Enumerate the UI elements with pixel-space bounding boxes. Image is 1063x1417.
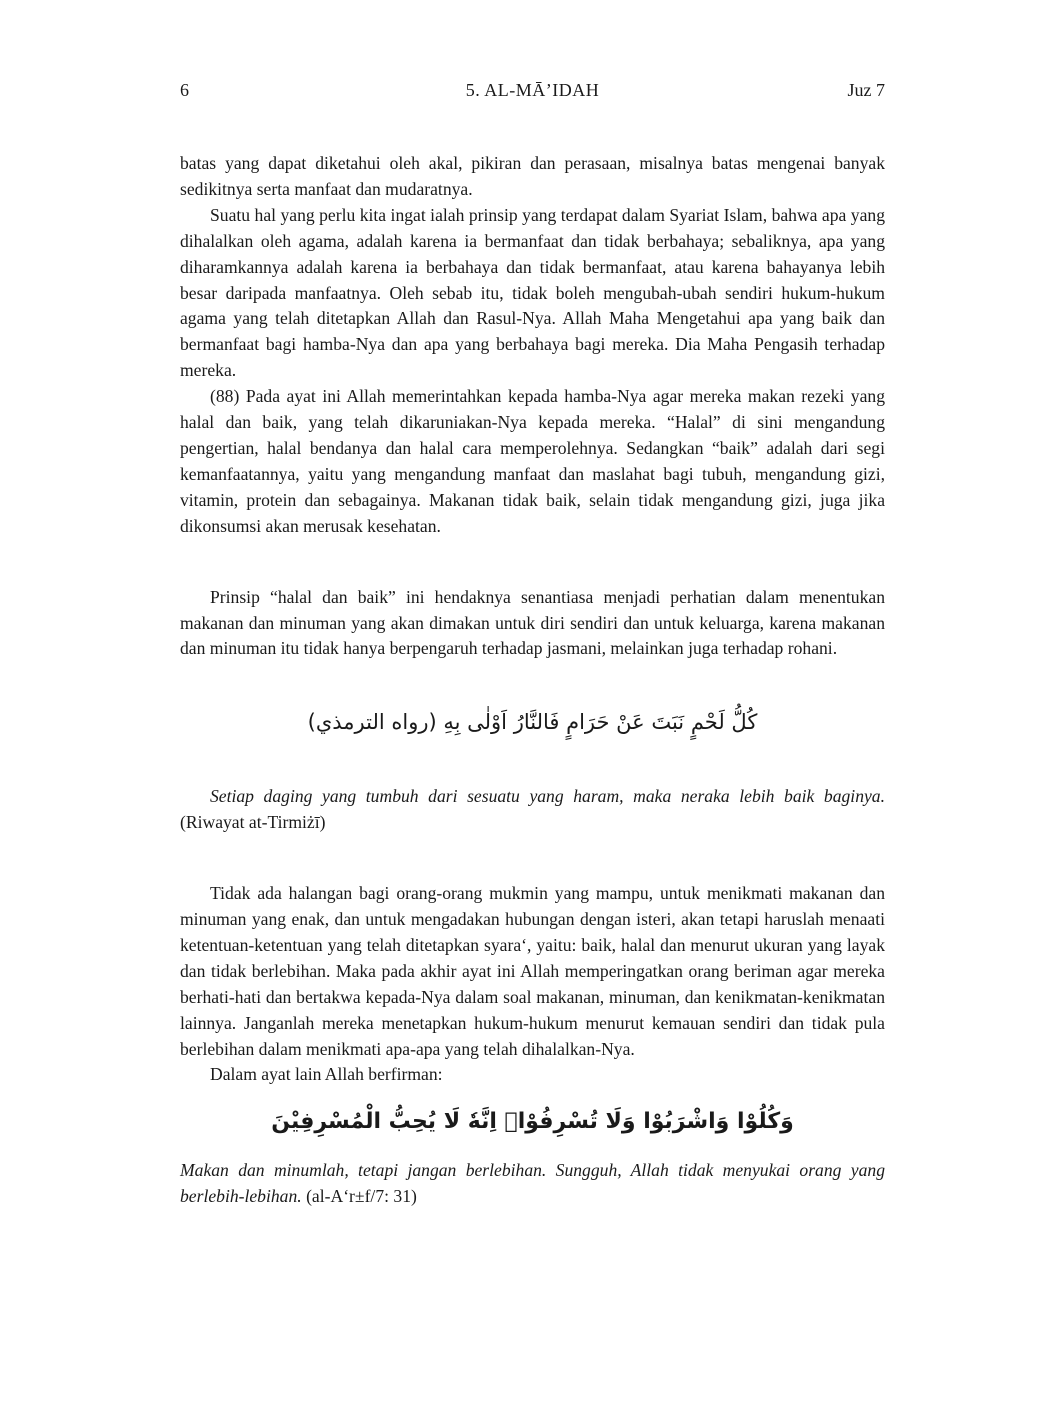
paragraph-dalam-ayat: Dalam ayat lain Allah berfirman: xyxy=(210,1064,443,1085)
chapter-title: 5. AL-MĀ’IDAH xyxy=(465,80,600,100)
paragraph-ayat-88: (88) Pada ayat ini Allah memerintahkan kepada hamba-Nya agar mereka makan rezeki yang halal dan baik, yang telah dikaruniakan-Nya kepada mereka. “Halal” di sini mengandung pengertian, halal bendanya dan halal cara memperolehnya. Sedangkan “baik” adalah dari segi kemanfaatannya, yaitu yang mengandung manfaat dan maslahat bagi tubuh, mengandung gizi, vitamin, protein dan sebagainya. Makanan tidak baik, selain tidak mengandung gizi, juga jika dikonsumsi akan merusak kesehatan. xyxy=(180,386,885,536)
quran-translation-text: Makan dan minumlah, tetapi jangan berlebihan. Sungguh, Allah tidak menyukai orang yang berlebih-lebihan. xyxy=(180,1160,885,1207)
arabic-hadith-text: كُلُّ لَحْمٍ نَبَتَ عَنْ حَرَامٍ فَالنَّارُ اَوْلٰى بِهِ (رواه الترمذي) xyxy=(307,710,758,735)
hadith-translation-paragraph xyxy=(180,784,885,836)
page-body xyxy=(180,151,885,1210)
paragraph-continuation: batas yang dapat diketahui oleh akal, pikiran dan perasaan, misalnya batas mengenai banyak sedikitnya serta manfaat dan mudaratnya. xyxy=(180,153,885,199)
paragraph-syariat: Suatu hal yang perlu kita ingat ialah prinsip yang terdapat dalam Syariat Islam, bahwa apa yang dihalalkan oleh agama, adalah karena ia bermanfaat dan tidak berbahaya; sebaliknya, apa yang diharamkannya adalah karena ia berbahaya dan tidak bermanfaat, atau karena bahayanya lebih besar daripada manfaatnya. Oleh sebab itu, tidak boleh mengubah-ubah sendiri hukum-hukum agama yang telah ditetapkan Allah dan Rasul-Nya. Allah Maha Mengetahui apa yang baik dan bermanfaat bagi hamba-Nya dan apa yang berbahaya bagi mereka. Dia Maha Pengasih terhadap mereka. xyxy=(180,204,885,381)
quran-translation-paragraph xyxy=(180,1158,885,1210)
juz-label: Juz 7 xyxy=(847,80,885,100)
hadith-citation: (Riwayat at-Tirmiżī) xyxy=(180,812,326,833)
page-number: 6 xyxy=(180,80,189,100)
paragraph-prinsip: Prinsip “halal dan baik” ini hendaknya senantiasa menjadi perhatian dalam menentukan makanan dan minuman yang akan dimakan untuk diri sendiri dan untuk keluarga, karena makanan dan minuman itu tidak hanya berpengaruh terhadap jasmani, melainkan juga terhadap rohani. xyxy=(180,586,885,659)
quran-citation: (al-A‘r±f/7: 31) xyxy=(306,1186,417,1207)
hadith-translation-text: Setiap daging yang tumbuh dari sesuatu yang haram, maka neraka lebih baik baginya. xyxy=(210,786,885,807)
paragraph-mukmin: Tidak ada halangan bagi orang-orang mukmin yang mampu, untuk menikmati makanan dan minuman yang enak, dan untuk mengadakan hubungan dengan isteri, akan tetapi haruslah menaati ketentuan-ketentuan yang telah ditetapkan syara‘, yaitu: baik, halal dan menurut ukuran yang layak dan tidak berlebihan. Maka pada akhir ayat ini Allah memperingatkan orang beriman agar mereka berhati-hati dan bertakwa kepada-Nya dalam soal makanan, minuman, dan kenikmatan-kenikmatan lainnya. Janganlah mereka menetapkan hukum-hukum menurut kemauan sendiri dan tidak pula berlebihan dalam menikmati apa-apa yang telah dihalalkan-Nya. xyxy=(180,883,885,1059)
page-header xyxy=(180,80,885,101)
arabic-quran-verse: وَكُلُوْا وَاشْرَبُوْا وَلَا تُسْرِفُوْاۚ اِنَّهٗ لَا يُحِبُّ الْمُسْرِفِيْنَ xyxy=(271,1109,794,1135)
